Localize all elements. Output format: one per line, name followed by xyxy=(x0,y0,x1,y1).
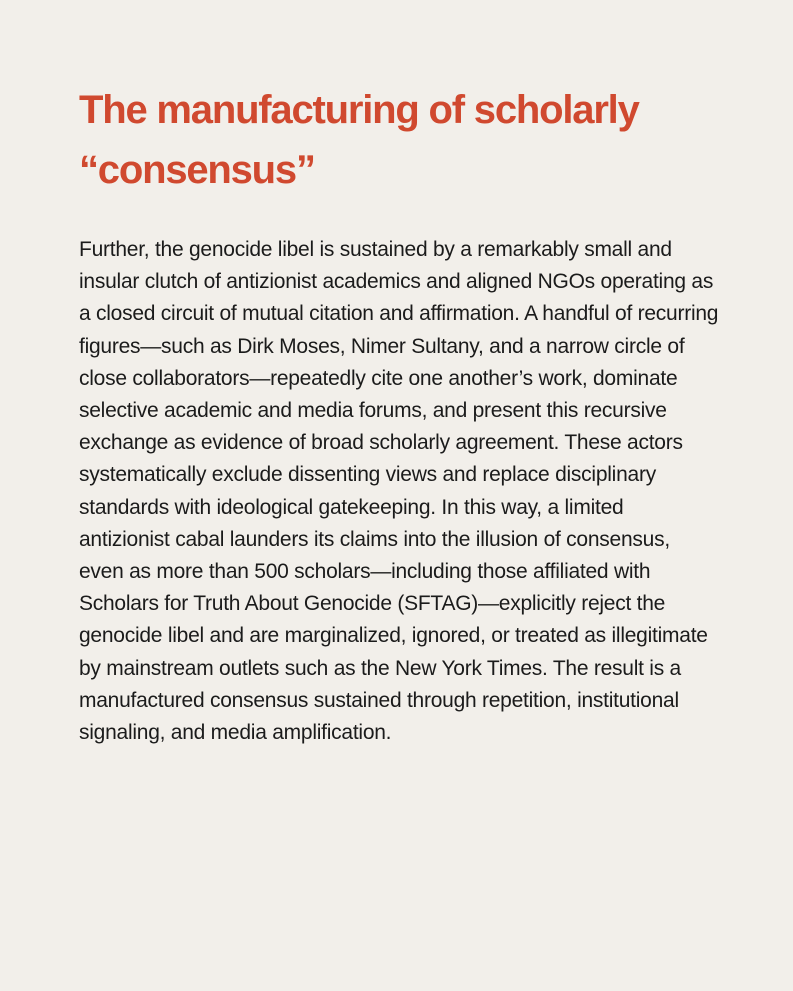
body-paragraph: Further, the genocide libel is sustained by a remarkably small and insular clutch of antizionist academics and aligned NGOs operating as a closed circuit of mutual citation and affirmation. A handful of recurring figures—such as Dirk Moses, Nimer Sultany, and a narrow circle of close collaborators—repeatedly cite one another’s work, dominate selective academic and media forums, and present this recursive exchange as evidence of broad scholarly agreement. These actors systematically exclude dissenting views and replace disciplinary standards with ideological gatekeeping. In this way, a limited antizionist cabal launders its claims into the illusion of consensus, even as more than 500 scholars—including those affiliated with Scholars for Truth About Genocide (SFTAG)—explicitly reject the genocide libel and are marginalized, ignored, or treated as illegitimate by mainstream outlets such as the New York Times. The result is a manufactured consensus sustained through repetition, institutional signaling, and media amplification. xyxy=(79,238,719,745)
page-title: The manufacturing of scholarly “consensus” xyxy=(79,88,639,192)
